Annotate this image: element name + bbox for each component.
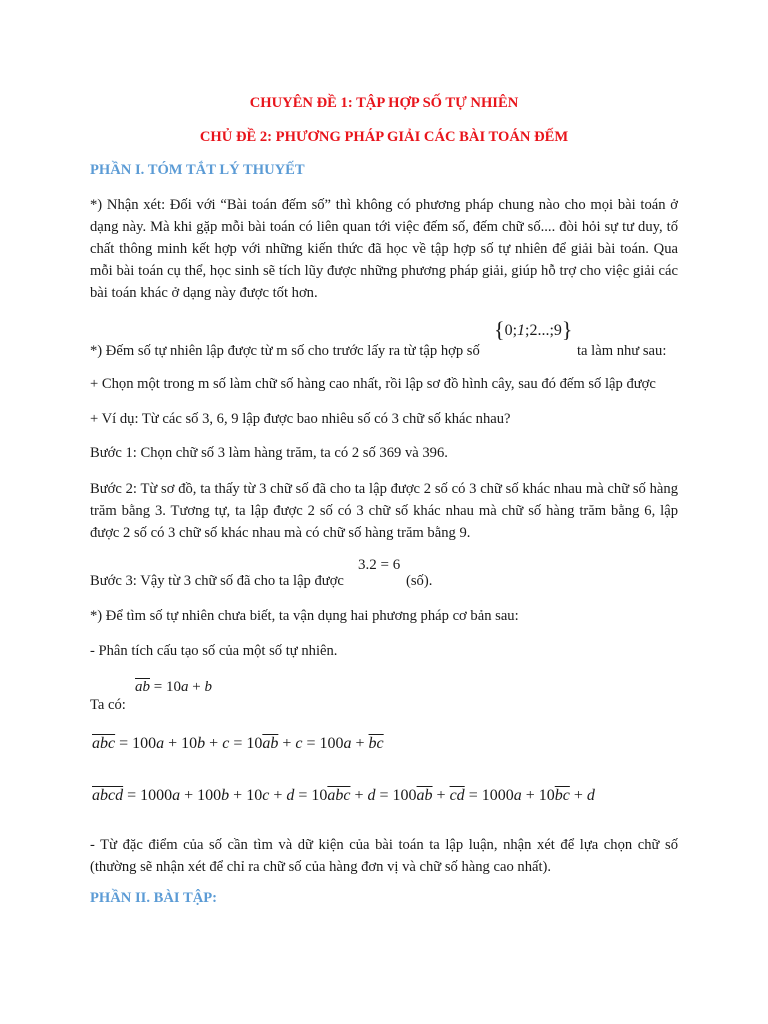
- formula-abcd: abcd = $1000a + 100b + 10c + d = 10\overline{abc} + d = 100\overline{ab} + \overline{cd} = 1000a + 10\overline{bc} + d$: [92, 787, 595, 804]
- paragraph-nhan-xet: *) Nhận xét: Đối với “Bài toán đếm số” thì không có phương pháp chung nào cho mọi bài toán ở dạng này. Mà khi gặp mỗi bài toán có liên quan tới việc đếm số, đếm chữ số.... đòi hỏi sự tư duy, tố chất thông minh kết hợp với những kiến thức đã học về tập hợp số tự nhiên để giải bài toán. Qua mỗi bài toán cụ thể, học sinh sẽ tích lũy được những phương pháp giải, giúp hỗ trợ cho việc giải các bài toán khác ở dạng này được tốt hơn.: [90, 197, 678, 301]
- formula-ab: $\overline{ab} = 10a + b$: [135, 679, 212, 695]
- buoc3-expression: 3.2 = 6: [358, 557, 401, 573]
- paragraph-buoc3: Bước 3: Vậy từ 3 chữ số đã cho ta lập được: [90, 573, 344, 589]
- topic-title: CHUYÊN ĐỀ 1: TẬP HỢP SỐ TỰ NHIÊN: [249, 95, 519, 111]
- subtopic-title: CHỦ ĐỀ 2: PHƯƠNG PHÁP GIẢI CÁC BÀI TOÁN ĐẾM: [199, 129, 569, 145]
- formula-abc: $\overline{abc} = 100a + 10b + c = 10\overline{ab} + c = 100a + \overline{bc}$: [92, 735, 384, 752]
- paragraph-chon: + Chọn một trong m số làm chữ số hàng cao nhất, rồi lập sơ đồ hình cây, sau đó đếm số lập được: [90, 376, 656, 392]
- paragraph-de-tim: *) Để tìm số tự nhiên chưa biết, ta vận dụng hai phương pháp cơ bản sau:: [90, 608, 519, 624]
- paragraph-buoc2: Bước 2: Từ sơ đồ, ta thấy từ 3 chữ số đã cho ta lập được 2 số có 3 chữ số khác nhau mà chữ số hàng trăm bằng 3. Tương tự, ta lập được 2 số có 3 chữ số khác nhau mà chữ số hàng trăm bằng 6, lập được 2 số có 3 chữ số khác nhau mà có chữ số hàng trăm bằng 9.: [90, 481, 678, 541]
- section-heading-part1: PHẦN I. TÓM TẮT LÝ THUYẾT: [90, 162, 305, 178]
- section-heading-part2: PHẦN II. BÀI TẬP:: [90, 890, 218, 906]
- set-expression: {0;1;2...;9}: [494, 317, 573, 342]
- paragraph-phan-tich: - Phân tích cấu tạo số của một số tự nhiên.: [90, 643, 338, 659]
- ta-co-label: Ta có:: [90, 697, 126, 713]
- paragraph-tu-dac-diem: - Từ đặc điểm của số cần tìm và dữ kiện của bài toán ta lập luận, nhận xét để lựa chọn chữ số (thường sẽ nhận xét để chỉ ra chữ số của hàng đơn vị và chữ số hàng cao nhất).: [90, 837, 678, 875]
- paragraph-buoc1: Bước 1: Chọn chữ số 3 làm hàng trăm, ta có 2 số 369 và 396.: [90, 445, 448, 461]
- paragraph-buoc3-end: (số).: [406, 573, 433, 589]
- paragraph-dem-so-end: ta làm như sau:: [577, 343, 667, 359]
- paragraph-dem-so: *) Đếm số tự nhiên lập được từ m số cho trước lấy ra từ tập hợp số: [90, 343, 480, 359]
- paragraph-vi-du: + Ví dụ: Từ các số 3, 6, 9 lập được bao nhiêu số có 3 chữ số khác nhau?: [90, 411, 511, 427]
